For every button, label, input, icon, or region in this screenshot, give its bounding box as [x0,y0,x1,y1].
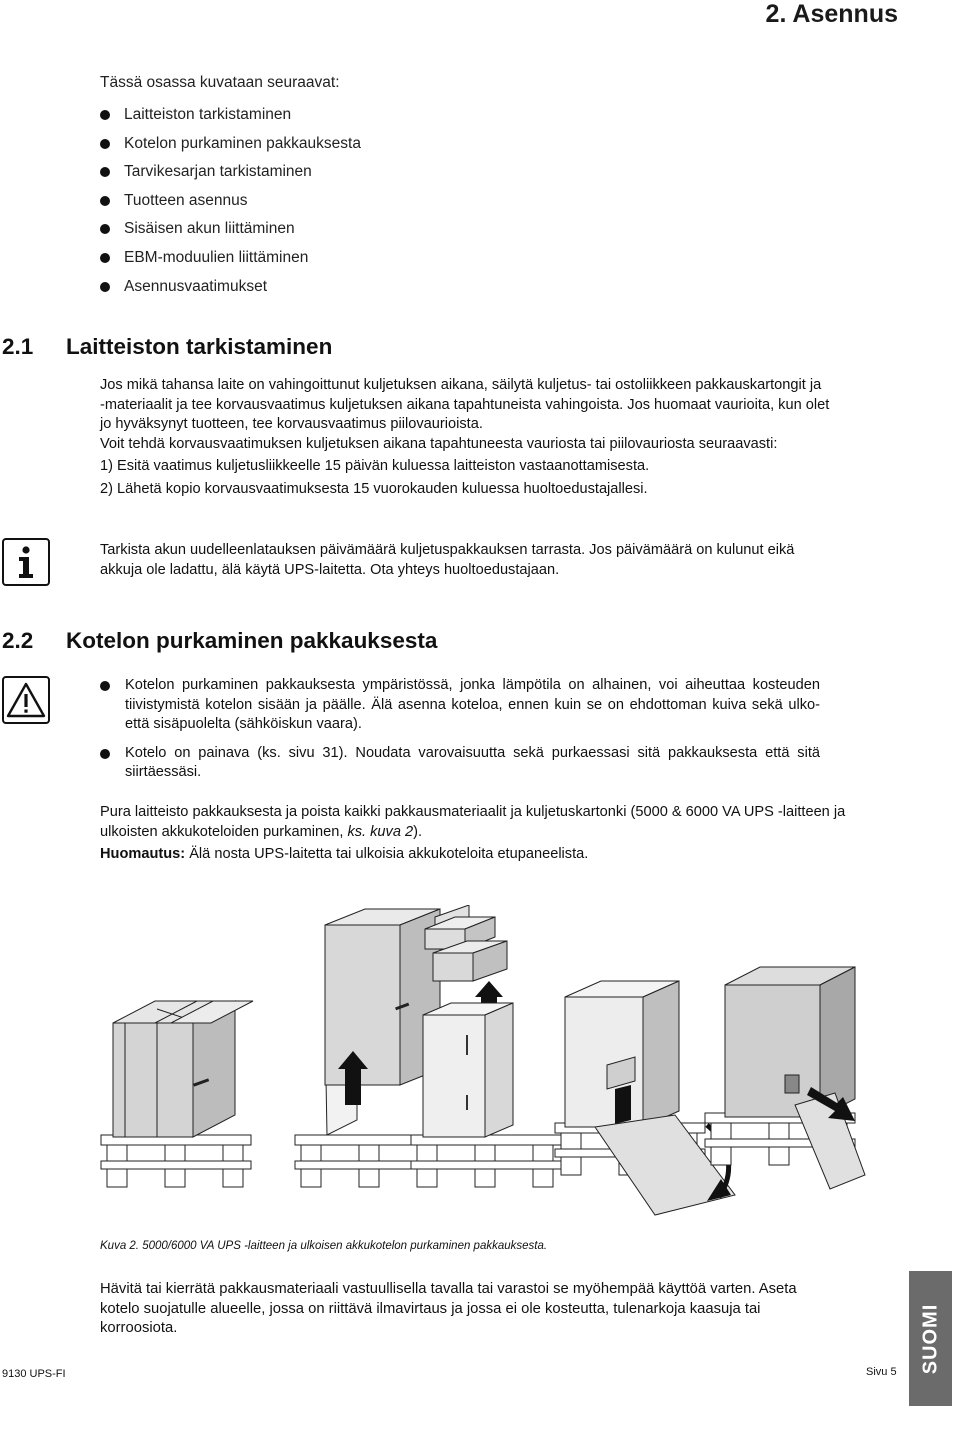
language-label: SUOMI [919,1303,941,1374]
section-heading-2-1 [2,334,332,360]
list-item: Sisäisen akun liittäminen [100,215,361,244]
scene-ramp-down [555,981,735,1215]
figure-reference: ks. kuva 2 [347,823,414,840]
bullet-dot-icon [100,196,110,206]
note-label: Huomautus: [100,846,186,862]
unpack-instructions [100,803,870,865]
section-title: Kotelon purkaminen pakkauksesta [66,628,438,653]
closing-paragraph: Hävitä tai kierrätä pakkausmateriaali vastuullisella tavalla tai varastoi se myöhempää käyttöä varten. Aseta kotelo suojatulle alueelle, jossa on riittävä ilmavirtaus ja jossa ei ole kosteutta, tulenarkoja kaasuja tai korroosiota. [100,1281,797,1336]
section-title: Laitteiston tarkistaminen [66,334,333,359]
list-item: Tuotteen asennus [100,187,361,216]
paragraph: Pura laitteisto pakkauksesta ja poista kaikki pakkausmateriaalit ja kuljetuskartonki (5000 & 6000 VA UPS -laitteen ja ulkoisten akkukoteloiden purkaminen, ks. kuva 2). [100,804,846,840]
info-note: Tarkista akun uudelleenlatauksen päivämäärä kuljetuspakkauksen tarrasta. Jos päivämäärä on kulunut eikä akkuja ole ladattu, älä käytä UPS-laitetta. Ota yhteys huoltoedustajaan. [100,542,795,578]
warning-list [100,676,820,783]
paragraph: Jos mikä tahansa laite on vahingoittunut kuljetuksen aikana, säilytä kuljetus- tai ostoliikkeen pakkauskartongit ja -materiaalit ja tee korvausvaatimus kuljetuksen aikana tapahtuneista vahingoista. Jos huomaat vaurioita, kun olet jo hyväksynyt tuotteen, tee korvausvaatimus piilovaurioista. [100,377,830,432]
list-item: Asennusvaatimukset [100,273,361,302]
bullet-dot-icon [100,253,110,263]
paragraph: 2) Lähetä kopio korvausvaatimuksesta 15 vuorokauden kuluessa huoltoedustajallesi. [100,480,648,497]
scene-battery-cabinet [705,967,865,1189]
list-item: Tarvikesarjan tarkistaminen [100,158,361,187]
bullet-dot-icon [100,110,110,120]
paragraph: Voit tehdä korvausvaatimuksen kuljetuksen aikana tapahtuneesta vauriosta tai piilovauriosta seuraavasti: [100,435,778,452]
list-item: EBM-moduulien liittäminen [100,244,361,273]
section-heading-2-2 [2,628,437,654]
figure-caption: Kuva 2. 5000/6000 VA UPS -laitteen ja ulkoisen akkukotelon purkaminen pakkauksesta. [100,1240,548,1252]
bullet-dot-icon [100,139,110,149]
bullet-dot-icon [100,282,110,292]
list-item: Kotelon purkaminen pakkauksesta ympäristössä, jonka lämpötila on alhainen, voi aiheuttaa kosteuden tiivistymistä kotelon sisään ja päälle. Älä asenna koteloa, ennen kuin se on ehdottoman kuiva sekä ulko- että sisäpuolelta (sähköiskun vaara). [100,676,820,735]
topic-list [100,101,361,301]
list-item: Laitteiston tarkistaminen [100,101,361,130]
doc-code: 9130 UPS-FI [2,1368,66,1380]
info-icon [2,538,50,586]
scene-remove-cap [411,905,561,1187]
section1-body [100,376,830,499]
section-number: 2.1 [2,334,34,359]
intro-section [100,72,361,301]
unpacking-figure [95,905,875,1225]
language-tab [909,1271,952,1406]
scene-packed-boxes [101,1001,253,1187]
list-item: Kotelon purkaminen pakkauksesta [100,130,361,159]
intro-lead: Tässä osassa kuvataan seuraavat: [100,74,340,91]
bullet-dot-icon [100,167,110,177]
warning-triangle-icon [2,676,50,724]
bullet-dot-icon [100,749,110,759]
paragraph: 1) Esitä vaatimus kuljetusliikkeelle 15 päivän kuluessa laitteiston vastaanottamisesta. [100,458,650,474]
note: Huomautus: Älä nosta UPS-laitetta tai ulkoisia akkukoteloita etupaneelista. [100,846,589,862]
list-item: Kotelo on painava (ks. sivu 31). Noudata varovaisuutta sekä purkaessasi sitä pakkauksesta että sitä siirtäessäsi. [100,744,820,783]
bullet-dot-icon [100,224,110,234]
section-number: 2.2 [2,628,34,653]
chapter-title: 2. Asennus [765,0,898,28]
page-number: Sivu 5 [866,1366,897,1378]
bullet-dot-icon [100,681,110,691]
